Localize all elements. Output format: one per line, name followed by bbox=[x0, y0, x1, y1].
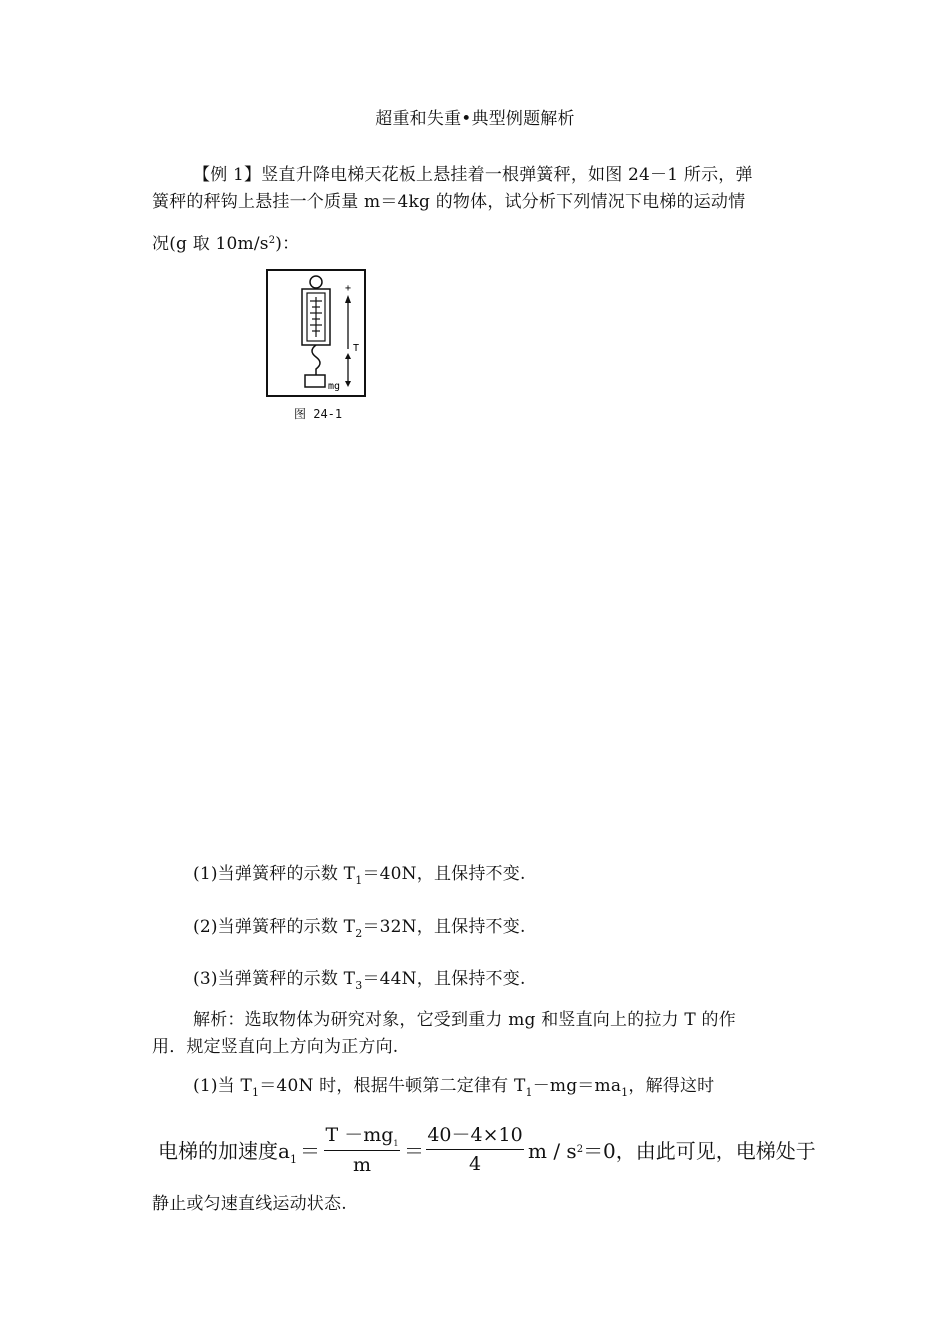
fraction-1-denominator: m bbox=[352, 1154, 372, 1176]
mass-block bbox=[305, 375, 325, 387]
conclusion: 静止或匀速直线运动状态. bbox=[152, 1194, 347, 1214]
plus-label: + bbox=[345, 283, 352, 294]
case-3: (3)当弹簧秤的示数 $T_3=44N$，且保持不变. bbox=[193, 969, 526, 992]
spring-scale-figure bbox=[266, 269, 366, 397]
label-T: T bbox=[353, 343, 360, 354]
weight-arrowhead bbox=[345, 381, 351, 387]
step-1: (1)当 $T_1=40N$ 时，根据牛顿第二定律有 $T_1-mg=ma_1$，解得这时 bbox=[193, 1076, 715, 1099]
hook bbox=[312, 345, 320, 375]
fraction-2 bbox=[426, 1120, 524, 1175]
fraction-1-numerator: $T -mg_1$ bbox=[325, 1124, 399, 1148]
intro-line-3: 况(g 取 $10m/s^2$)： bbox=[152, 234, 300, 254]
scale-ticks bbox=[310, 297, 322, 337]
equation-tail: $m / s^2=0$，由此可见，电梯处于 bbox=[528, 1139, 816, 1163]
tension-arrowhead bbox=[345, 295, 351, 303]
equation-lead: 电梯的加速度$a_1$ bbox=[158, 1139, 297, 1166]
hook-ring bbox=[310, 276, 322, 288]
figure-caption: 图 24-1 bbox=[294, 407, 343, 421]
analysis-line-1: 解析：选取物体为研究对象，它受到重力 mg 和竖直向上的拉力 T 的作 bbox=[193, 1010, 736, 1030]
case-2: (2)当弹簧秤的示数 $T_2=32N$，且保持不变. bbox=[193, 917, 526, 940]
case-1: (1)当弹簧秤的示数 $T_1=40N$，且保持不变. bbox=[193, 864, 526, 887]
intro-line-1: 【例 1】竖直升降电梯天花板上悬挂着一根弹簧秤，如图 24－1 所示，弹 bbox=[193, 165, 753, 185]
fraction-1 bbox=[324, 1120, 400, 1176]
spring-scale-diagram bbox=[268, 271, 364, 395]
fraction-2-denominator: 4 bbox=[468, 1153, 482, 1175]
intro-line-2: 簧秤的秤钩上悬挂一个质量 m＝4kg 的物体，试分析下列情况下电梯的运动情 bbox=[152, 192, 746, 212]
page-title: 超重和失重•典型例题解析 bbox=[375, 109, 575, 129]
analysis-line-2: 用．规定竖直向上方向为正方向. bbox=[152, 1037, 399, 1057]
fraction-2-numerator: 40－4×10 bbox=[427, 1124, 523, 1146]
equals-1: ＝ bbox=[300, 1139, 320, 1163]
equals-2: ＝ bbox=[404, 1139, 424, 1163]
label-mg: mg bbox=[328, 381, 341, 392]
